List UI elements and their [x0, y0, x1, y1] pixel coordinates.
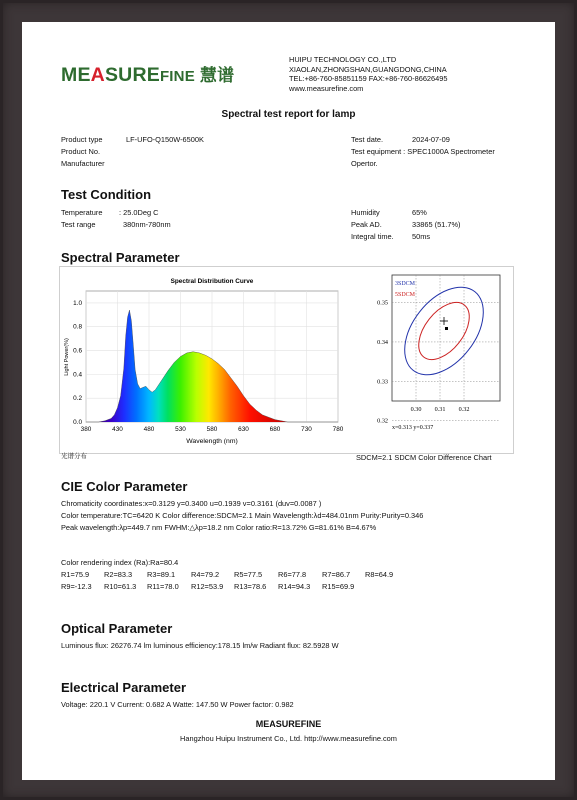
test-condition-heading: Test Condition: [61, 187, 152, 202]
peak-ad-value: 33865 (51.7%): [412, 220, 461, 229]
x-tick-label: 730: [301, 426, 312, 433]
sdcm-x-tick-labels: [411, 406, 470, 413]
operator-label: Opertor.: [351, 159, 378, 168]
y-tick-label: 0.0: [73, 419, 82, 426]
product-no-label: Product No.: [61, 147, 101, 156]
sdcm-y-tick-label: 0.34: [377, 338, 388, 346]
spectral-chart-panel: [59, 266, 514, 454]
x-tick-label: 780: [332, 426, 344, 433]
spectral-parameter-heading: Spectral Parameter: [61, 250, 180, 265]
r-value: R14=94.3: [278, 582, 311, 591]
r-value: R3=89.1: [147, 570, 176, 579]
color-rendering-index: Color rendering index (Ra):Ra=80.4: [61, 558, 179, 567]
x-tick-label: 680: [269, 426, 281, 433]
xy-annotation: x=0.313 y=0.337: [392, 425, 434, 431]
sdcm-y-tick-label: 0.32: [377, 417, 388, 425]
r-value: R11=78.0: [147, 582, 179, 591]
cie-chromaticity-line: Chromaticity coordinates:x=0.3129 y=0.3400 u=0.1939 v=0.3161 (duv=0.0087 ): [61, 499, 322, 508]
r-value: R13=78.6: [234, 582, 267, 591]
company-phone: TEL:+86-760-85851159 FAX:+86-760-86626495: [289, 74, 448, 84]
sdcm-chart: [350, 267, 510, 453]
peak-ad-label: Peak AD.: [351, 220, 382, 229]
x-tick-label: 580: [206, 426, 218, 433]
company-info: [289, 55, 447, 93]
report-title: Spectral test report for lamp: [221, 109, 356, 120]
r-value: R7=86.7: [322, 570, 351, 579]
spectral-distribution-chart: [60, 267, 345, 453]
optical-heading: Optical Parameter: [61, 621, 173, 636]
footer-brand: MEASUREFINE: [255, 719, 322, 729]
x-tick-label: 480: [143, 426, 155, 433]
y-tick-label: 0.6: [73, 347, 82, 355]
footer-company: Hangzhou Huipu Instrument Co., Ltd. http://www.measurefine.com: [180, 734, 397, 743]
r-value: R4=79.2: [191, 570, 220, 579]
x-tick-label: 530: [175, 426, 186, 433]
product-type-label: Product type: [61, 135, 103, 144]
product-type-value: LF-UFO-Q150W-6500K: [126, 135, 204, 144]
company-website: www.measurefine.com: [289, 83, 364, 93]
integral-time-label: Integral time.: [351, 232, 394, 241]
sdcm-x-tick-label: 0.30: [410, 406, 422, 413]
x-tick-label: 430: [112, 426, 123, 433]
test-range-label: Test range: [61, 220, 96, 229]
x-tick-label: 630: [238, 426, 249, 433]
r-value: R9=-12.3: [61, 582, 92, 591]
sdcm-y-tick-label: 0.35: [377, 299, 388, 307]
r-value: R2=83.3: [104, 570, 133, 579]
sdcm-y-tick-labels: [377, 300, 388, 425]
r-value: R12=53.9: [191, 582, 224, 591]
r-value: R6=77.8: [278, 570, 307, 579]
optical-line: Luminous flux: 26276.74 lm luminous efficiency:178.15 lm/w Radiant flux: 82.5928 W: [61, 641, 339, 650]
x-tick-labels: [81, 426, 344, 433]
electrical-heading: Electrical Parameter: [61, 680, 187, 695]
y-axis-label: Light Power(%): [64, 338, 70, 376]
x-axis-label: Wavelength (nm): [186, 438, 238, 445]
r-value: R1=75.9: [61, 570, 90, 579]
temperature-value: : 25.0Deg C: [119, 208, 159, 217]
sdcm-caption: SDCM=2.1 SDCM Color Difference Chart: [356, 453, 492, 462]
r-value: R10=61.3: [104, 582, 137, 591]
humidity-label: Humidity: [351, 208, 380, 217]
sdcm-x-tick-label: 0.31: [434, 406, 446, 413]
sdcm-x-tick-label: 0.32: [458, 406, 470, 413]
measurefine-logo: MEASUREFINE 慧谱: [61, 64, 235, 86]
test-range-value: 380nm-780nm: [123, 220, 171, 229]
test-equipment: Test equipment : SPEC1000A Spectrometer: [351, 147, 495, 156]
y-tick-label: 0.2: [73, 395, 82, 403]
x-tick-label: 380: [80, 426, 92, 433]
manufacturer-label: Manufacturer: [61, 159, 105, 168]
cie-heading: CIE Color Parameter: [61, 479, 188, 494]
sdcm-y-tick-label: 0.33: [377, 378, 388, 386]
legend-3sdcm: 3SDCM: [395, 281, 416, 287]
electrical-line: Voltage: 220.1 V Current: 0.682 A Watte: 147.50 W Power factor: 0.982: [61, 700, 294, 709]
r-value: R15=69.9: [322, 582, 355, 591]
y-tick-label: 0.4: [73, 371, 82, 379]
chart-title: Spectral Distribution Curve: [170, 278, 254, 285]
y-tick-label: 0.8: [73, 323, 82, 331]
integral-time-value: 50ms: [412, 232, 431, 241]
cie-color-temperature-line: Color temperature:TC=6420 K Color difference:SDCM=2.1 Main Wavelength:λd=484.01nm Purity:Purity=0.346: [61, 511, 424, 520]
temperature-label: Temperature: [61, 208, 103, 217]
y-tick-label: 1.0: [73, 299, 82, 307]
test-date-label: Test date.: [351, 135, 384, 144]
legend-5sdcm: 5SDCM: [395, 292, 416, 298]
test-date-value: 2024-07-09: [412, 135, 450, 144]
r-value: R8=64.9: [365, 570, 394, 579]
measured-point: [445, 327, 448, 330]
cie-peak-wavelength-line: Peak wavelength:λp=449.7 nm FWHM:△λp=18.2 nm Color ratio:R=13.72% G=81.61% B=4.67%: [61, 523, 377, 532]
y-tick-labels: [73, 300, 82, 426]
r-value: R5=77.5: [234, 570, 263, 579]
company-name: HUIPU TECHNOLOGY CO.,LTD: [289, 55, 397, 64]
humidity-value: 65%: [412, 208, 427, 217]
spectral-caption-cn: 光谱分布: [61, 453, 87, 460]
company-address: XIAOLAN,ZHONGSHAN,GUANGDONG,CHINA: [289, 64, 447, 74]
report-page: [22, 22, 555, 780]
